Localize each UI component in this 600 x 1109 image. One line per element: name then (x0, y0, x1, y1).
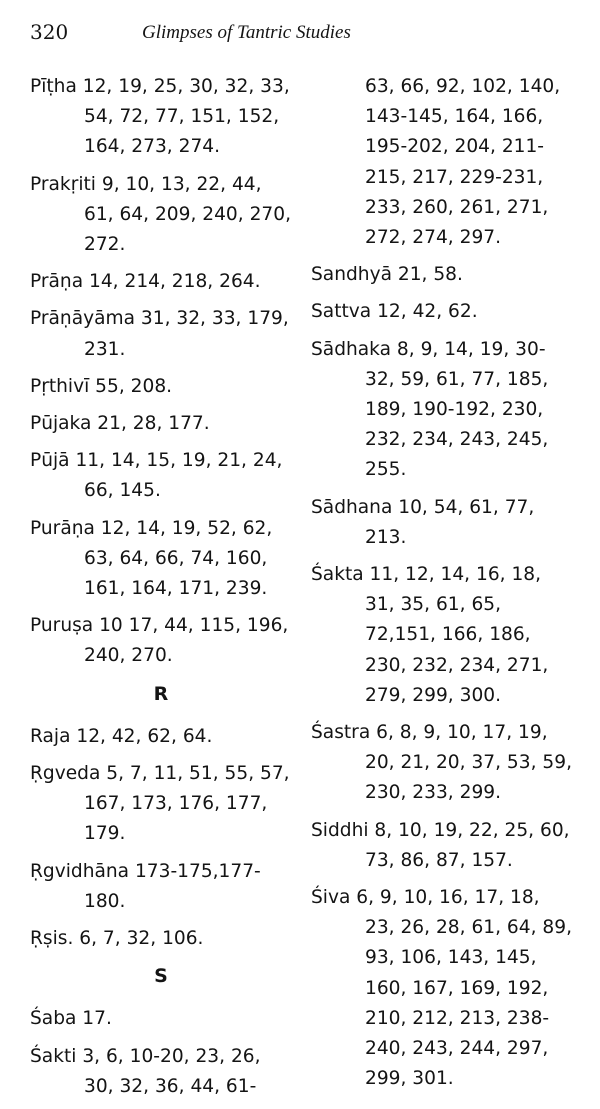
index-entry: Śastra 6, 8, 9, 10, 17, 19, 20, 21, 20, 37, 53, 59, 230, 233, 299. (311, 722, 572, 804)
index-entry: Siddhi 8, 10, 19, 22, 25, 60, 73, 86, 87, 157. (311, 819, 570, 871)
index-entry: Pṛthivī 55, 208. (30, 375, 173, 397)
index-entry: Puruṣa 10 17, 44, 115, 196, 240, 270. (30, 615, 289, 667)
index-column-right (311, 72, 573, 1102)
index-entry: Ṛgvidhāna 173-175,177-180. (30, 860, 261, 912)
index-entry: Sandhyā 21, 58. (311, 264, 463, 286)
index-entry: Ṛgveda 5, 7, 11, 51, 55, 57, 167, 173, 176, 177, 179. (30, 763, 290, 845)
index-entry: Sādhana 10, 54, 61, 77, 213. (311, 496, 535, 548)
index-entry: Pūjā 11, 14, 15, 19, 21, 24, 66, 145. (30, 450, 283, 502)
index-entry: Sādhaka 8, 9, 14, 19, 30-32, 59, 61, 77, 185, 189, 190-192, 230, 232, 234, 243, 245, 255. (311, 338, 549, 481)
running-title: Glimpses of Tantric Studies (142, 22, 351, 43)
index-entry: Śakta 11, 12, 14, 16, 18, 31, 35, 61, 65, 72,151, 166, 186, 230, 232, 234, 271, 279, 299, 300. (311, 564, 549, 706)
index-entry: Prāṇa 14, 214, 218, 264. (30, 271, 261, 293)
page-header (30, 18, 570, 46)
index-entry: Sattva 12, 42, 62. (311, 301, 478, 323)
index-entry-continuation: 63, 66, 92, 102, 140, 143-145, 164, 166, 195-202, 204, 211-215, 217, 229-231, 233, 260, 261, 271, 272, 274, 297. (365, 76, 561, 249)
index-entry: Śakti 3, 6, 10-20, 23, 26, 30, 32, 36, 44, 61- (30, 1045, 261, 1097)
section-letter-s: S (154, 965, 168, 988)
page-number: 320 (30, 20, 69, 44)
index-entry: Śaba 17. (30, 1008, 112, 1030)
index-entry: Purāṇa 12, 14, 19, 52, 62, 63, 64, 66, 74, 160, 161, 164, 171, 239. (30, 517, 273, 600)
index-entry: Prāṇāyāma 31, 32, 33, 179, 231. (30, 308, 289, 360)
section-letter-r: R (153, 682, 169, 705)
index-column-left (30, 72, 292, 1109)
index-entry: Śiva 6, 9, 10, 16, 17, 18, 23, 26, 28, 61, 64, 89, 93, 106, 143, 145, 160, 167, 169, 192, 210, 212, 213, 238-240, 243, 244, 297, 299, 301. (311, 887, 572, 1090)
index-entry: Raja 12, 42, 62, 64. (30, 725, 213, 747)
index-entry: Pūjaka 21, 28, 177. (30, 413, 210, 435)
index-entry: Ṛṣis. 6, 7, 32, 106. (30, 928, 204, 950)
index-entry: Pīṭha 12, 19, 25, 30, 32, 33, 54, 72, 77, 151, 152, 164, 273, 274. (30, 76, 290, 158)
index-entry: Prakṛiti 9, 10, 13, 22, 44, 61, 64, 209, 240, 270, 272. (30, 173, 291, 256)
